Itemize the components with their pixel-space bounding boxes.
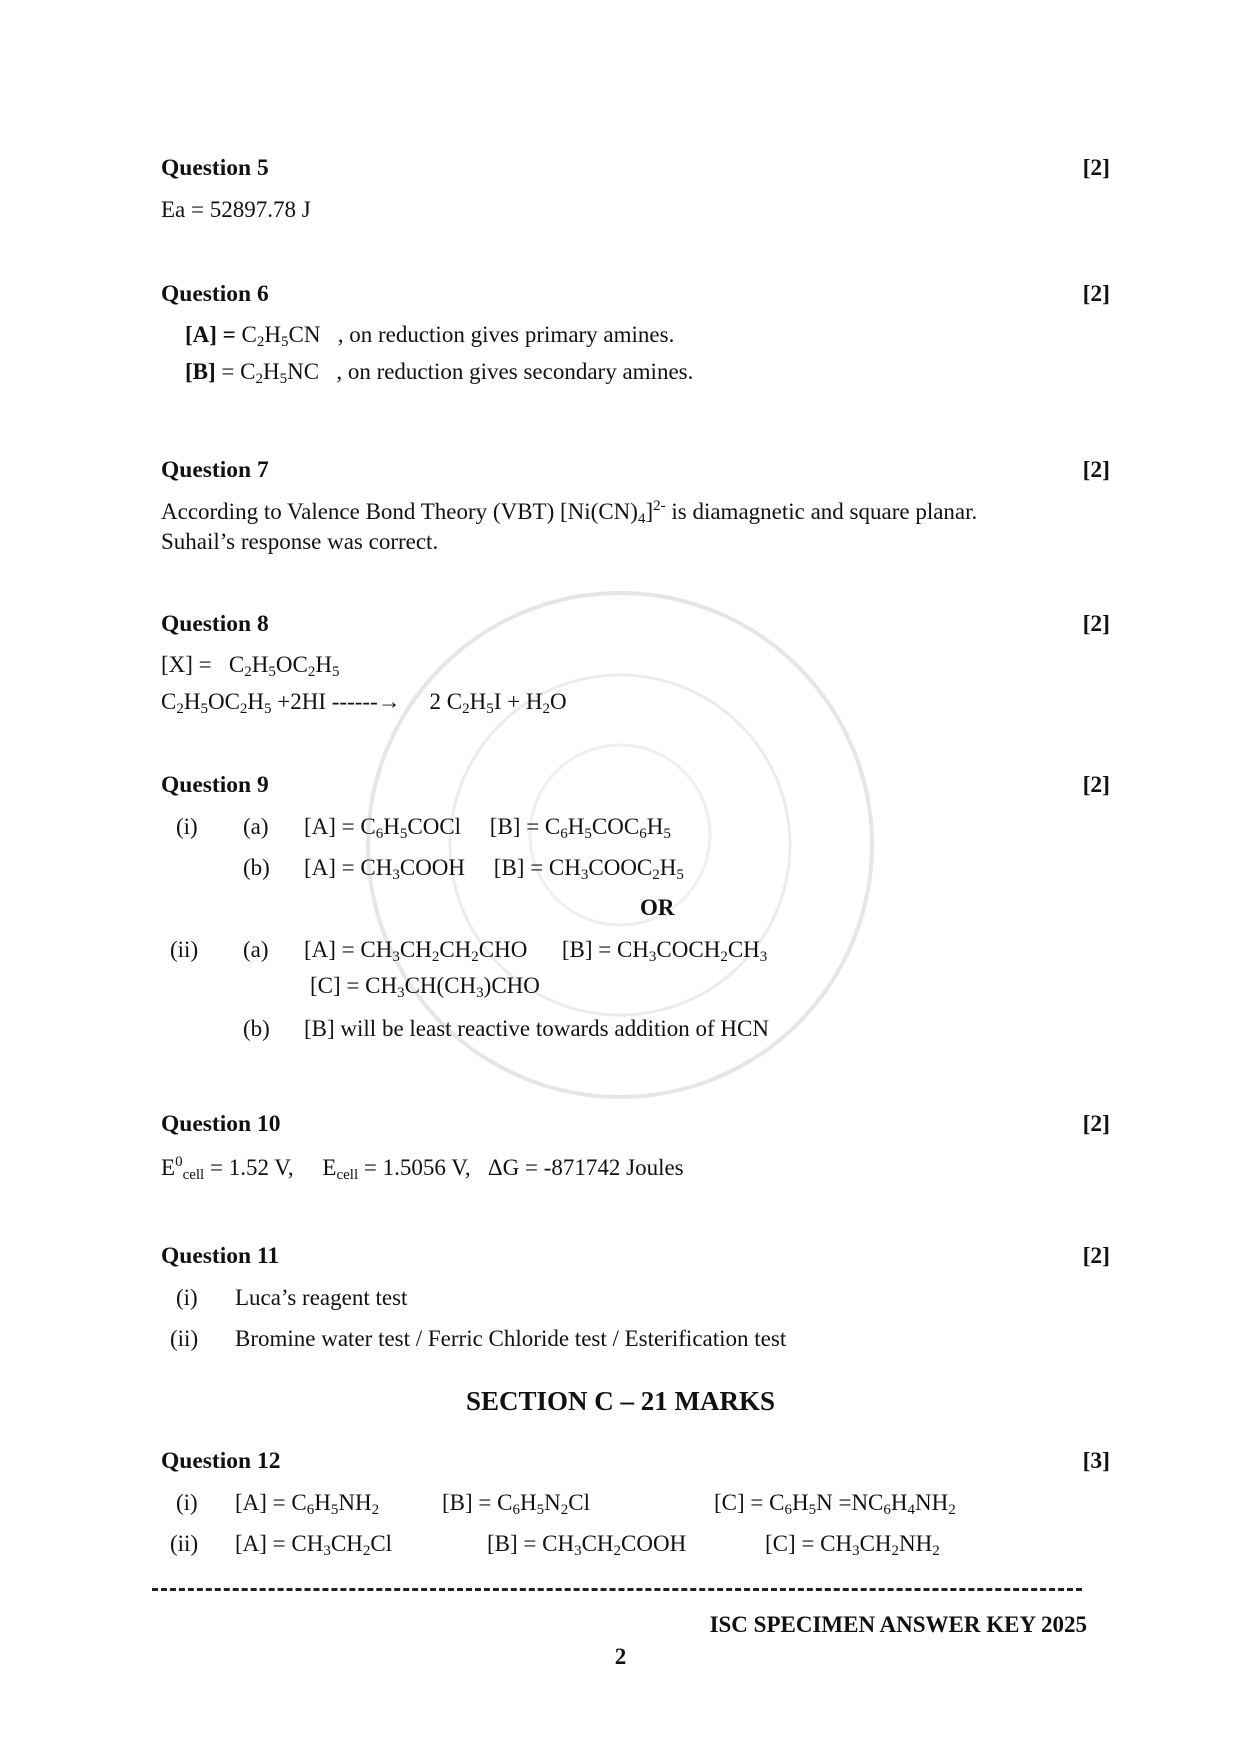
- question-10-marks: [2]: [1082, 1111, 1110, 1137]
- question-5-answer: Ea = 52897.78 J: [161, 197, 311, 222]
- question-6-answer-b: $[B] = C_2H_5NC$ , on reduction gives secondary amines.: [185, 359, 694, 387]
- question-10-answer: $E^0_{cell} = 1.52$ V, $E_{cell} = 1.5056$ V, ΔG = -871742 Joules: [161, 1154, 684, 1183]
- vbt-text: According to Valence Bond Theory (VBT) [Ni(CN): [161, 499, 638, 524]
- q11-ii-answer: Bromine water test / Ferric Chloride test / Esterification test: [235, 1326, 787, 1351]
- q9-ii-a-answer: $[A] = CH_3CH_2CH_2CHO$ $[B] = CH_3COCH_2CH_3$: [304, 937, 768, 965]
- q11-i-answer: Luca’s reagent test: [235, 1285, 408, 1310]
- delta-g-value: ΔG = -871742 Joules: [487, 1155, 684, 1180]
- label-b: [B]: [185, 359, 216, 384]
- section-c-heading: SECTION C – 21 MARKS: [465, 1386, 776, 1416]
- question-5-marks: [2]: [1082, 155, 1110, 181]
- q9-i-b-answer: $[A] = CH_3COOH$ $[B] = CH_3COOC_2H_5$: [304, 855, 684, 883]
- q9-ii-a-answer-c: $[C] = CH_3CH(CH_3)CHO$: [310, 973, 540, 1001]
- question-7-marks: [2]: [1082, 457, 1110, 483]
- q9-or: OR: [640, 895, 675, 920]
- q9-i-a-label: (a): [243, 814, 269, 839]
- question-6-heading: Question 6: [161, 281, 269, 307]
- q9-i-a-answer: $[A] = C_6H_5COCl$ $[B] = C_6H_5COC_6H_5$: [304, 814, 671, 842]
- question-12-marks: [3]: [1082, 1448, 1110, 1474]
- footer-divider: [152, 1588, 1082, 1591]
- question-6-answer-a: $[A] = C_2H_5CN$ , on reduction gives primary amines.: [185, 322, 675, 350]
- e-cell-value: = 1.5056 V,: [358, 1155, 471, 1180]
- q11-roman-i: (i): [176, 1285, 198, 1310]
- vbt-text-end: is diamagnetic and square planar.: [665, 499, 978, 524]
- label-a: [A] =: [185, 322, 236, 347]
- question-8-x: $[X] = C_2H_5OC_2H_5$: [161, 652, 340, 680]
- q9-ii-b-label: (b): [243, 1016, 270, 1041]
- question-8-reaction: $C_2H_5OC_2H_5 +2HI$ ------→ 2 $C_2H_5I + H_2O$: [161, 689, 567, 717]
- q9-ii-a-label: (a): [243, 937, 269, 962]
- reaction-arrow: ------→: [331, 689, 401, 714]
- e0-cell-value: = 1.52 V,: [204, 1155, 294, 1180]
- q12-ii-a: $[A] = CH_3CH_2Cl$: [235, 1531, 393, 1559]
- q12-i-b: $[B] = C_6H_5N_2Cl$: [442, 1490, 590, 1518]
- q9-ii-b-answer: [B] will be least reactive towards addition of HCN: [304, 1016, 769, 1041]
- q12-roman-i: (i): [176, 1490, 198, 1515]
- question-8-marks: [2]: [1082, 611, 1110, 637]
- q9-roman-i: (i): [176, 814, 198, 839]
- page-number: 2: [614, 1644, 627, 1669]
- answer-a-text: , on reduction gives primary amines.: [337, 322, 675, 347]
- question-10-heading: Question 10: [161, 1111, 281, 1137]
- q12-i-c: $[C] = C_6H_5N =NC_6H_4NH_2$: [714, 1490, 956, 1518]
- question-9-heading: Question 9: [161, 772, 269, 798]
- q11-roman-ii: (ii): [170, 1326, 199, 1351]
- q12-i-a: $[A] = C_6H_5NH_2$: [235, 1490, 380, 1518]
- q12-roman-ii: (ii): [170, 1531, 199, 1556]
- question-11-heading: Question 11: [161, 1243, 280, 1269]
- footer-title: ISC SPECIMEN ANSWER KEY 2025: [709, 1612, 1087, 1637]
- question-7-answer-line2: Suhail’s response was correct.: [161, 529, 439, 554]
- question-9-marks: [2]: [1082, 772, 1110, 798]
- question-11-marks: [2]: [1082, 1243, 1110, 1269]
- question-7-answer-line1: According to Valence Bond Theory (VBT) $[Ni(CN)_4]^{2-}$ is diamagnetic and square planar.: [161, 498, 978, 527]
- q12-ii-b: $[B] = CH_3CH_2COOH$: [487, 1531, 687, 1559]
- question-7-heading: Question 7: [161, 457, 269, 483]
- question-6-marks: [2]: [1082, 281, 1110, 307]
- q9-i-b-label: (b): [243, 855, 270, 880]
- question-5-heading: Question 5: [161, 155, 269, 181]
- question-8-heading: Question 8: [161, 611, 269, 637]
- q9-roman-ii: (ii): [170, 937, 199, 962]
- x-label: [X] =: [161, 652, 212, 677]
- q12-ii-c: $[C] = CH_3CH_2NH_2$: [765, 1531, 940, 1559]
- answer-b-text: , on reduction gives secondary amines.: [336, 359, 694, 384]
- question-12-heading: Question 12: [161, 1448, 281, 1474]
